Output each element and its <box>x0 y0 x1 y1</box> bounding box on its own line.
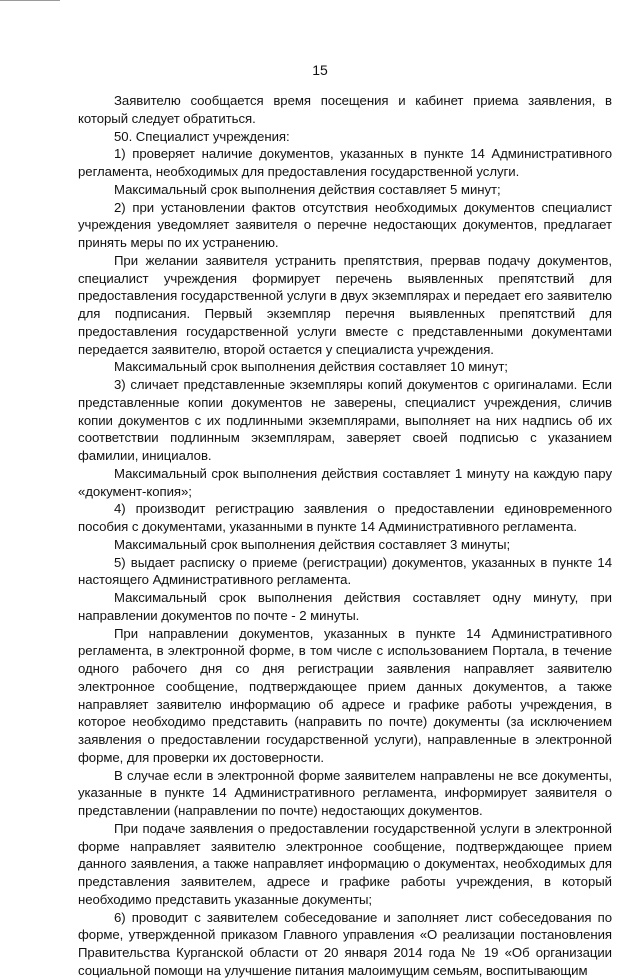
paragraph: 4) производит регистрацию заявления о предоставлении единовременного пособия с документами, указанными в пункте 14 Административного регламента. <box>78 501 612 534</box>
paragraph: Максимальный срок выполнения действия составляет 5 минут; <box>114 181 501 197</box>
paragraph: При подаче заявления о предоставлении государственной услуги в электронной форме направляет заявителю электронное сообщение, подтверждающее прием данного заявления, а также направляет информацию о документах, необходимых для представления заявителем, адресе и графике работы учреждения, в который необходимо представить указанные документы; <box>78 820 612 907</box>
paragraph: Максимальный срок выполнения действия составляет 3 минуты; <box>114 536 511 552</box>
paragraph: При направлении документов, указанных в пункте 14 Административного регламента, в электронной форме, в том числе с использованием Портала, в течение одного рабочего дня со дня регистрации заявления направляет заявителю электронное сообщение, подтверждающее прием данных документов, а также направляет заявителю информацию об адресе и графике работы учреждения, в которое необходимо представить (направить по почте) документы (за исключением заявления о предоставлении государственной услуги), направленные в электронной форме, для проверки их достоверности. <box>78 625 612 765</box>
paragraph: В случае если в электронной форме заявителем направлены не все документы, указанные в пункте 14 Административного регламента, информирует заявителя о представлении (направлении по почте) недостающих документов. <box>78 767 612 818</box>
paragraph: 50. Специалист учреждения: <box>114 128 290 144</box>
page-number: 15 <box>312 62 328 78</box>
paragraph: Максимальный срок выполнения действия составляет 10 минут; <box>114 359 508 375</box>
scan-edge-mark <box>0 0 60 1</box>
paragraph: 1) проверяет наличие документов, указанных в пункте 14 Административного регламента, необходимых для предоставления государственной услуги. <box>78 146 612 179</box>
paragraph: 3) сличает представленные экземпляры копий документов с оригиналами. Если представленные копии документов не заверены, специалист учреждения, сличив копии документов с их подлинными экземплярами, выполняет на них надпись об их соответствии подлинным экземплярам, заверяет своей подписью с указанием фамилии, инициалов. <box>78 377 612 463</box>
paragraph: Максимальный срок выполнения действия составляет одну минуту, при направлении документов по почте - 2 минуты. <box>78 590 612 623</box>
paragraph: 2) при установлении фактов отсутствия необходимых документов специалист учреждения уведомляет заявителя о перечне недостающих документов, предлагает принять меры по их устранению. <box>78 199 612 250</box>
document-body <box>78 92 612 980</box>
paragraph: Максимальный срок выполнения действия составляет 1 минуту на каждую пару «документ-копия»; <box>78 465 612 499</box>
paragraph: 6) проводит с заявителем собеседование и заполняет лист собеседования по форме, утвержденной приказом Главного управления «О реализации постановления Правительства Курганской области от 20 января 2014 года № 19 «Об организации социальной помощи на улучшение питания малоимущим семьям, воспитывающим <box>78 909 612 978</box>
paragraph: При желании заявителя устранить препятствия, прервав подачу документов, специалист учреждения формирует перечень выявленных препятствий для предоставления государственной услуги в двух экземплярах и передает его заявителю для подписания. Первый экземпляр перечня выявленных препятствий для предоставления государственной услуги вместе с представленными документами передается заявителю, второй остается у специалиста учреждения. <box>78 252 612 357</box>
paragraph: Заявителю сообщается время посещения и кабинет приема заявления, в который следует обратиться. <box>78 93 612 126</box>
paragraph: 5) выдает расписку о приеме (регистрации) документов, указанных в пункте 14 настоящего Административного регламента. <box>78 554 612 588</box>
